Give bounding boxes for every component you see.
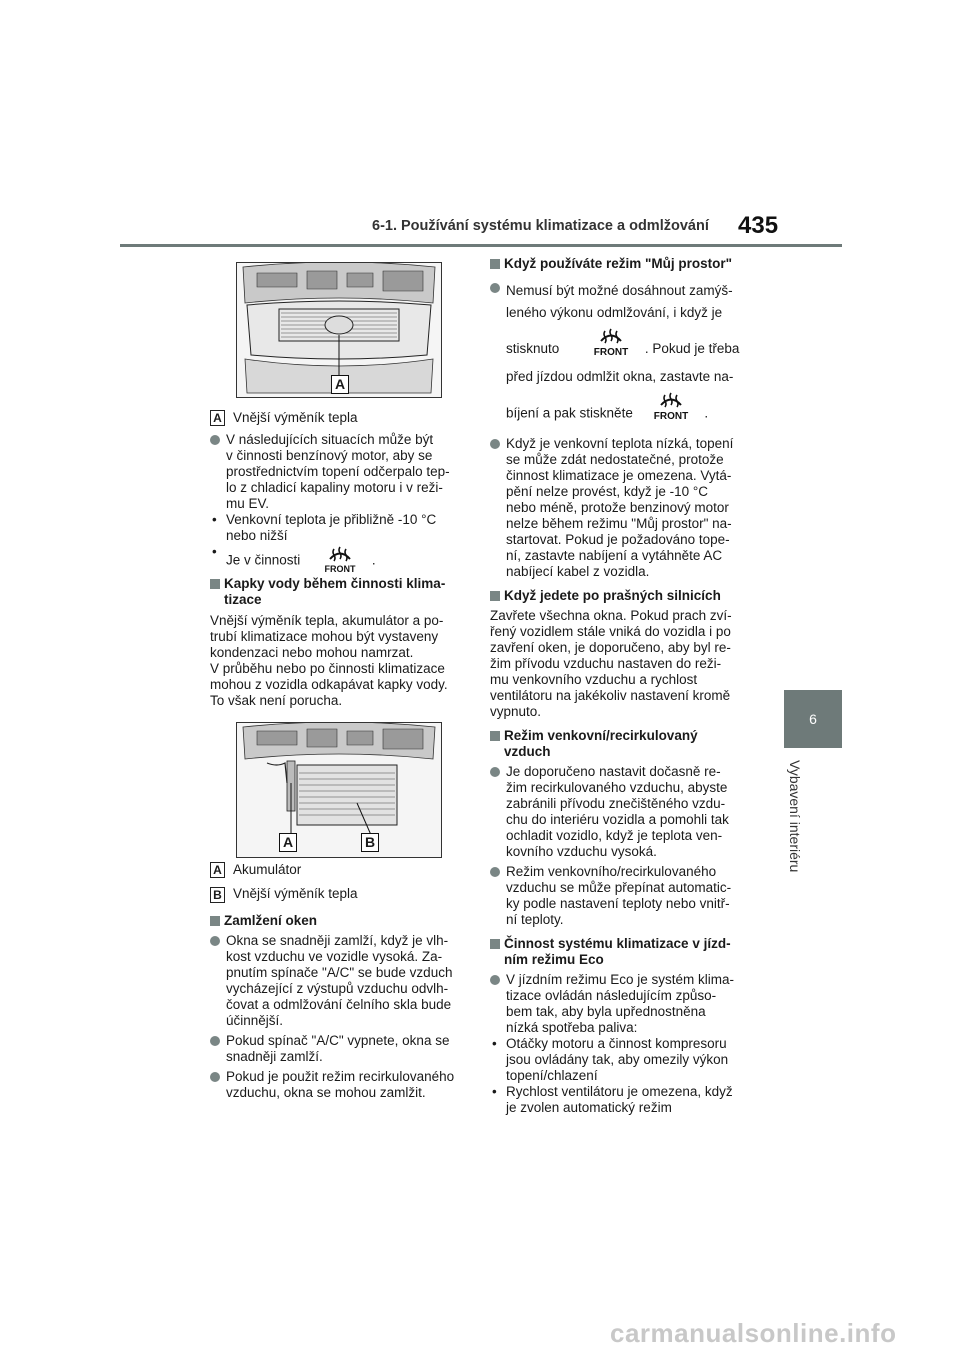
text-line: žim recirkulovaného vzduchu, abyste [506,780,728,795]
front-defroster-icon [318,544,362,578]
text-line: Je v činnosti [226,553,301,568]
figure-caption: Vnější výměník tepla [233,886,358,902]
callout-label-a: A [331,375,349,394]
text-line: kondenzaci nebo mohou namrzat. [210,645,414,661]
bullet-item [210,1033,470,1065]
text-line: ventilátoru na jakékoliv nastavení kromě [490,688,731,703]
text-fragment: . [704,405,709,421]
text-line: Zavřete všechna okna. Pokud prach zví- [490,608,732,623]
text-line: To však není porucha. [210,693,343,709]
bullet-item [490,864,760,928]
text-line: účinnější. [226,1012,284,1028]
left-column-lower [210,862,470,1101]
text-line: nízká spotřeba paliva: [506,1020,638,1035]
sub-bullet [490,1036,760,1084]
text-line: pění nelze provést, když je -10 °C [506,484,708,499]
text-line: ochladit vozidlo, když je teplota ven- [506,828,723,843]
text-line: Pokud spínač "A/C" vypnete, okna se [226,1032,450,1048]
text-line: činnost klimatizace je omezena. Vytá- [506,468,732,483]
text-fragment: stisknuto [506,341,560,357]
text-line: • Otáčky motoru a činnost kompresoru [506,1036,727,1051]
text-fragment: bíjení a pak stiskněte [506,405,633,421]
text-line: tizace ovládán následujícím způso- [506,988,717,1003]
bullet-item [490,764,760,860]
watermark: carmanualsonline.info [610,1318,897,1348]
text-line: Okna se snadněji zamlží, když je vlh- [226,932,449,948]
text-line: Činnost systému klimatizace v jízd- [504,936,731,951]
text-line: V následujících situacích může být [226,432,434,448]
left-column [210,410,470,709]
chapter-side-label: Vybavení interiéru [787,760,803,873]
section-heading: Když jedete po prašných silnicích [490,588,760,604]
text-line: nebo nižší [226,528,288,544]
front-defroster-icon [649,388,693,440]
engine-bay-illustration-2 [237,723,441,857]
caption-tag: A [210,410,225,426]
text-line: nabíjecí kabel z vozidla. [506,564,650,579]
text-line: se může zdát nedostatečné, protože [506,452,724,467]
paragraph [490,608,760,720]
bullet-item [210,933,470,1029]
text-line: čovat a odmlžování čelního skla bude [226,996,452,1012]
text-line: Je doporučeno nastavit dočasně re- [506,764,721,779]
text-line: před jízdou odmlžit okna, zastavte na- [506,369,734,384]
text-line: vzduchu se může přepínat automatic- [506,880,732,895]
text-line: Pokud je použit režim recirkulovaného [226,1068,455,1084]
text-line: • Rychlost ventilátoru je omezena, když [506,1084,733,1099]
section-heading [490,728,760,760]
text-line: mu venkovního vzduchu a rychlost [490,672,698,687]
text-line: snadněji zamlží. [226,1048,323,1064]
right-column [490,256,760,1116]
figure-caption: Akumulátor [233,862,302,877]
front-text: FRONT [593,347,629,358]
sub-bullet [210,544,470,575]
callout-label-b: B [361,833,379,852]
text-line: mohou z vozidla odkapávat kapky vody. [210,677,448,693]
paragraph [210,613,470,709]
text-line: leného výkonu odmlžování, i když je [506,305,723,320]
chapter-tab: 6 [784,690,842,748]
text-line-with-icon [506,324,760,366]
figure-heat-exchanger [236,262,442,398]
text-line: vypnuto. [490,704,542,719]
text-line: tizace [224,592,262,608]
text-line: . [371,553,376,568]
page-number: 435 [738,212,779,239]
figure-caption: Vnější výměník tepla [233,410,358,425]
text-line: Režim venkovního/recirkulovaného [506,864,717,879]
text-line: ním režimu Eco [504,952,604,967]
text-line: prostřednictvím topení odčerpalo tep- [226,464,450,480]
text-line: ní teploty. [506,912,564,927]
section-heading [490,936,760,968]
text-line: kost vzduchu ve vozidle vysoká. Za- [226,948,443,964]
text-line: vzduch [504,744,551,759]
section-heading: Když používáte režim "Můj prostor" [490,256,760,272]
text-line: trubí klimatizace mohou být vystaveny [210,629,439,645]
text-line: je zvolen automatický režim [506,1100,672,1115]
text-line: chu do interiéru vozidla a pomohli tak [506,812,729,827]
text-line: Vnější výměník tepla, akumulátor a po- [210,613,444,629]
callout-label-a: A [279,833,297,852]
section-heading [210,576,470,608]
bullet-item [490,436,760,580]
text-line: Nemusí být možné dosáhnout zamýš- [506,283,733,298]
text-line: ky podle nastavení teploty nebo vnitř- [506,896,730,911]
text-line: • Venkovní teplota je přibližně -10 °C [226,512,437,528]
chapter-side-label-box [787,760,811,890]
text-line: pnutím spínače "A/C" se bude vzduch [226,964,453,980]
figure-accumulator [236,722,442,858]
bullet-item [210,432,470,512]
bullet-item [490,972,760,1036]
text-line: nelze během režimu "Můj prostor" na- [506,516,732,531]
text-line: kovního vzduchu vysoká. [506,844,657,859]
text-line: v činnosti benzínový motor, aby se [226,448,433,464]
text-line: žim přívodu vzduchu nastaven do reži- [490,656,722,671]
text-line: řený vozidlem stále vniká do vozidla i po [490,624,731,639]
front-text: FRONT [324,564,356,575]
text-line: topení/chlazení [506,1068,598,1083]
text-line: V průběhu nebo po činnosti klimatizace [210,661,445,677]
text-line: startovat. Pokud je požadováno tope- [506,532,730,547]
sub-bullet [490,1084,760,1116]
sub-bullet [210,512,470,544]
text-line: lo z chladicí kapaliny motoru i v reži- [226,480,443,496]
text-line: vzduchu, okna se mohou zamlžit. [226,1084,426,1100]
text-line-with-icon [506,388,760,432]
front-text: FRONT [653,411,688,422]
text-line: nebo méně, protože benzinový motor [506,500,729,515]
text-line: V jízdním režimu Eco je systém klima- [506,972,735,987]
text-fragment: . Pokud je třeba [644,341,740,357]
caption-tag: B [210,887,225,903]
text-line: zabránili přívodu znečištěného vzdu- [506,796,726,811]
text-line: mu EV. [226,496,270,512]
text-line: Kapky vody během činnosti klima- [224,576,446,592]
section-title: 6-1. Používání systému klimatizace a odmlžování [372,218,709,234]
bullet-item [210,1069,470,1101]
text-line: ní, zastavte nabíjení a vytáhněte AC [506,548,723,563]
text-line: vycházející z výstupů vzduchu odvlh- [226,980,449,996]
header-rule [120,244,842,247]
section-heading: Zamlžení oken [210,913,470,929]
text-line: jsou ovládány tak, aby omezily výkon [506,1052,729,1067]
bullet-item [490,280,760,432]
text-line: zavření oken, je doporučeno, aby byl re- [490,640,731,655]
caption-tag: A [210,862,225,878]
text-line: Když je venkovní teplota nízká, topení [506,436,734,451]
text-line: bem tak, aby byla upřednostněna [506,1004,706,1019]
text-line: Režim venkovní/recirkulovaný [504,728,698,743]
